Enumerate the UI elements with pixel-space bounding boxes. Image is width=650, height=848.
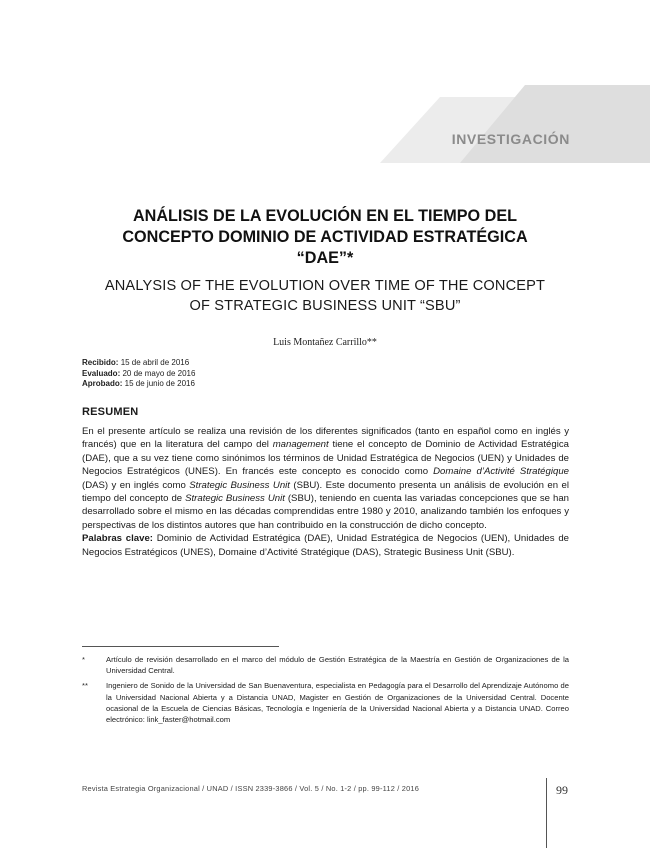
title-spanish-line-2: CONCEPTO DOMINIO DE ACTIVIDAD ESTRATÉGICA [122,228,528,246]
date-received: Recibido: 15 de abril de 2016 [82,358,190,367]
title-spanish-line-3: “DAE”* [296,249,354,267]
date-evaluated: Evaluado: 20 de mayo de 2016 [82,368,196,378]
date-approved: Aprobado: 15 de junio de 2016 [82,379,195,388]
author-name: Luis Montañez Carrillo** [273,337,377,348]
title-english-line-1: ANALYSIS OF THE EVOLUTION OVER TIME OF THE CONCEPT [104,278,546,294]
footnote-mark: * [82,655,85,664]
footnotes [82,654,569,729]
keywords: Palabras clave: Dominio de Actividad Estratégica (DAE), Unidad Estratégica de Negocios (UEN), Unidades de Negocios Estratégicos (UNES), Domaine d’Activité Stratégique (DAS), Strategic Business Unit (SBU). [82,533,569,558]
article-title-spanish [60,206,590,269]
abstract-heading: RESUMEN [82,406,139,418]
title-english-line-2: OF STRATEGIC BUSINESS UNIT “SBU” [189,298,461,314]
footnote-divider [82,646,279,647]
footnote-text: Artículo de revisión desarrollado en el marco del módulo de Gestión Estratégica de la Maestría en Gestión de Organizaciones de la Universidad Central. [106,655,569,676]
page-number: 99 [556,783,568,797]
abstract-paragraph: En el presente artículo se realiza una revisión de los diferentes significados (tanto en español como en inglés y francés) que en la literatura del campo del management tiene el concepto de Dominio de Actividad Estratégica (DAE), que a su vez tiene como sinónimos los términos de Unidad Estratégica de Negocios (UEN) y Unidades de Negocios Estratégicos (UNES). En francés este concepto es conocido como Domaine d’Activité Stratégique (DAS) y en inglés como Strategic Business Unit (SBU). Este documento presenta un análisis de evolución en el tiempo del concepto de Strategic Business Unit (SBU), teniendo en cuenta las variadas concepciones que se han desarrollado sobre el mismo en las décadas comprendidas entre 1980 y 2010, analizando también los enfoques y perspectivas de los distintos autores que han contribuido en la construcción de dicho concepto. [82,426,569,531]
footnote-mark: ** [82,681,88,691]
footer-divider [546,778,547,848]
article-dates [82,358,195,390]
header-decoration-band [0,0,650,200]
footnote-text: Ingeniero de Sonido de la Universidad de San Buenaventura, especialista en Pedagogía para el Desarrollo del Aprendizaje Autónomo de la Universidad Nacional Abierta y a Distancia UNAD, Magister en Gestión de Organizaciones de la Universidad Central. Docente ocasional de la Escuela de Ciencias Básicas, Tecnología e Ingeniería de la Universidad Nacional Abierta y a Distancia UNAD. Correo electrónico: link_faster@hotmail.com [106,681,569,725]
footnote-2 [82,680,569,725]
footnote-1 [82,654,569,676]
article-title-english [60,276,590,316]
title-spanish-line-1: ANÁLISIS DE LA EVOLUCIÓN EN EL TIEMPO DEL [132,207,518,225]
abstract-body [82,425,569,559]
journal-citation: Revista Estrategia Organizacional / UNAD / ISSN 2339-3866 / Vol. 5 / No. 1-2 / pp. 99-112 / 2016 [82,784,420,793]
section-label: INVESTIGACIÓN [451,131,570,147]
